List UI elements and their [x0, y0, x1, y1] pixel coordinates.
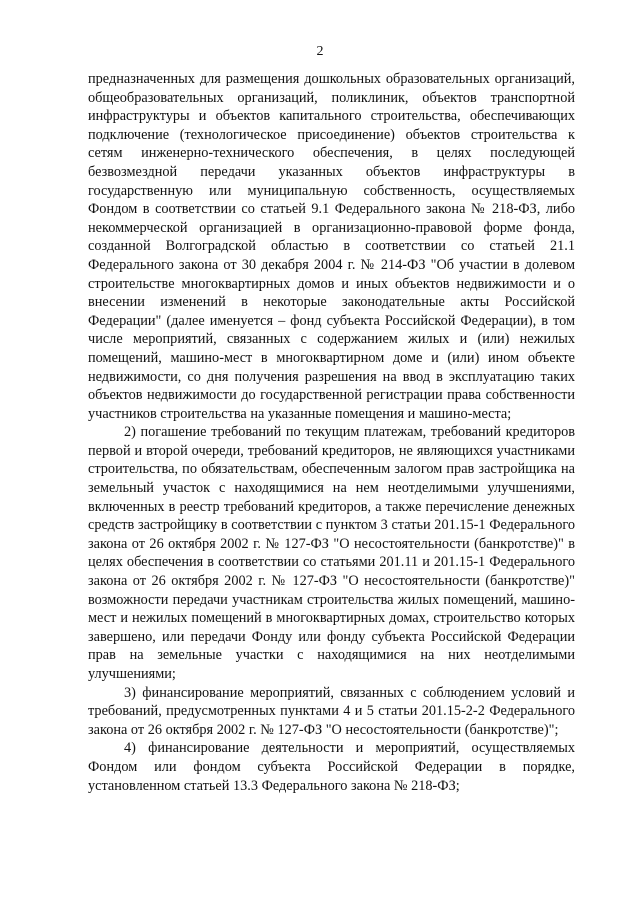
paragraph-1-continuation: предназначенных для размещения дошкольных образовательных организаций, общеобразовательных организаций, поликлиник, объектов транспортной инфраструктуры и объектов капитального строительства, обеспечивающих подключение (технологическое присоединение) объектов строительства к сетям инженерно-технического обеспечения, в целях последующей безвозмездной передачи указанных объектов инфраструктуры в государственную или муниципальную собственность, осуществляемых Фондом в соответствии со статьей 9.1 Федерального закона № 218-ФЗ, либо некоммерческой организацией в организационно-правовой форме фонда, созданной Волгоградской областью в соответствии со статьей 21.1 Федерального закона от 30 декабря 2004 г. № 214-ФЗ "Об участии в долевом строительстве многоквартирных домов и иных объектов недвижимости и о внесении изменений в некоторые законодательные акты Российской Федерации" (далее именуется – фонд субъекта Российской Федерации), в том числе мероприятий, связанных с содержанием жилых и (или) нежилых помещений, машино-мест в многоквартирном доме и (или) ином объекте недвижимости, со дня получения разрешения на ввод в эксплуатацию таких объектов недвижимости до государственной регистрации права собственности участников строительства на указанные помещения и машино-места; [88, 71, 575, 422]
paragraph-item-3: 3) финансирование мероприятий, связанных с соблюдением условий и требований, предусмотренных пунктами 4 и 5 статьи 201.15-2-2 Федерального закона от 26 октября 2002 г. № 127-ФЗ "О несостоятельности (банкротстве)"; [88, 684, 575, 738]
paragraph-item-2: 2) погашение требований по текущим платежам, требований кредиторов первой и второй очереди, требований кредиторов, не являющихся участниками строительства, по обязательствам, обеспеченным залогом прав застройщика на земельный участок с находящимися на нем неотделимыми улучшениями, включенных в реестр требований кредиторов, а также перечисление денежных средств застройщику в соответствии с пунктом 3 статьи 201.15-1 Федерального закона от 26 октября 2002 г. № 127-ФЗ "О несостоятельности (банкротстве)" в целях обеспечения в соответствии со статьями 201.11 и 201.15-1 Федерального закона от 26 октября 2002 г. № 127-ФЗ "О несостоятельности (банкротстве)" возможности передачи участникам строительства жилых помещений, машино-мест и нежилых помещений в многоквартирных домах, строительство которых завершено, или передачи Фонду или фонду субъекта Российской Федерации прав на земельные участки с находящимися на них неотделимыми улучшениями; [88, 424, 575, 682]
paragraph-item-4: 4) финансирование деятельности и мероприятий, осуществляемых Фондом или фондом субъекта Российской Федерации в порядке, установленном статьей 13.3 Федерального закона № 218-ФЗ; [88, 740, 575, 794]
document-body [88, 70, 575, 795]
page-number: 2 [316, 44, 324, 59]
